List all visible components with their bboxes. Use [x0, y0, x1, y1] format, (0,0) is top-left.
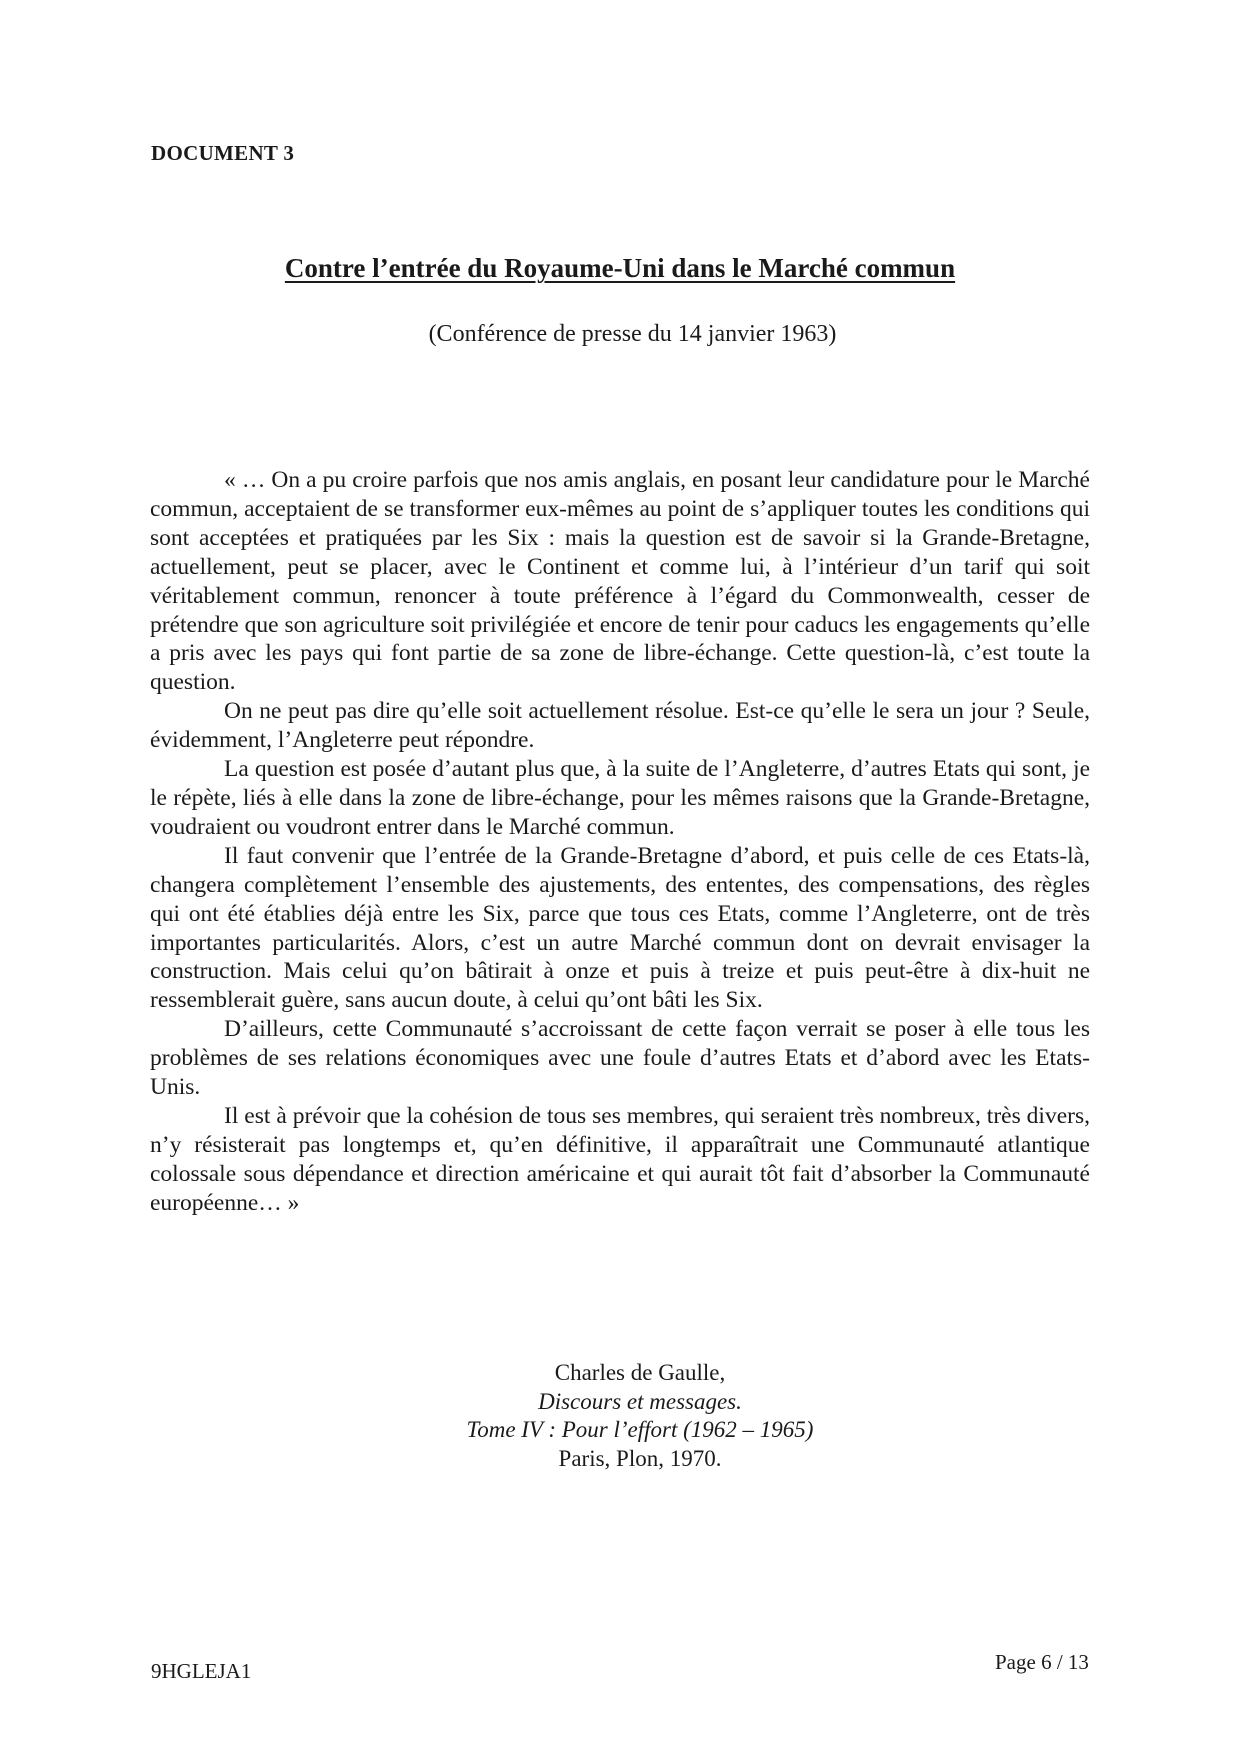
paragraph: La question est posée d’autant plus que, à la suite de l’Angleterre, d’autres Etats qui sont, je le répète, liés à elle dans la zone de libre-échange, pour les mêmes raisons que la Grande-Bretagne, voudraient ou voudront entrer dans le Marché commun. — [150, 756, 1090, 840]
citation-work: Discours et messages. — [538, 1388, 742, 1414]
document-title — [0, 253, 1240, 284]
paragraph: D’ailleurs, cette Communauté s’accroissant de cette façon verrait se poser à elle tous les problèmes de ses relations économiques avec une foule d’autres Etats et d’abord avec les Etats-Unis. — [150, 1016, 1090, 1101]
quote-body — [150, 466, 1090, 1218]
paragraph: On ne peut pas dire qu’elle soit actuellement résolue. Est-ce qu’elle le sera un jour ? Seule, évidemment, l’Angleterre peut répondre. — [150, 698, 1090, 754]
footer-code: 9HGLEJA1 — [151, 1659, 252, 1683]
paragraph: Il est à prévoir que la cohésion de tous ses membres, qui seraient très nombreux, très divers, n’y résisterait pas longtemps et, qu’en définitive, il apparaîtrait une Communauté atlantique colossale sous dépendance et direction américaine et qui aurait tôt fait d’absorber la Communauté européenne… » — [150, 1102, 1090, 1216]
paragraph: « … On a pu croire parfois que nos amis anglais, en posant leur candidature pour le Marché commun, acceptaient de se transformer eux-mêmes au point de s’appliquer toutes les conditions qui sont acceptées et pratiquées par les Six : mais la question est de savoir si la Grande-Bretagne, actuellement, peut se placer, avec le Continent et comme lui, à l’intérieur d’un tarif qui soit véritablement commun, renoncer à toute préférence à l’égard du Commonwealth, cesser de prétendre que son agriculture soit privilégiée et encore de tenir pour caducs les engagements qu’elle a pris avec les pays qui font partie de sa zone de libre-échange. Cette question-là, c’est toute la question. — [150, 467, 1090, 696]
citation-volume: Tome IV : Pour l’effort (1962 – 1965) — [466, 1417, 814, 1442]
page-number: Page 6 / 13 — [995, 1650, 1089, 1674]
document-label: DOCUMENT 3 — [151, 141, 295, 165]
citation-publisher: Paris, Plon, 1970. — [558, 1445, 722, 1471]
citation — [340, 1359, 940, 1473]
citation-author: Charles de Gaulle, — [554, 1360, 726, 1385]
document-title-text: Contre l’entrée du Royaume-Uni dans le Marché commun — [284, 253, 956, 283]
paragraph: Il faut convenir que l’entrée de la Grande-Bretagne d’abord, et puis celle de ces Etats-là, changera complètement l’ensemble des ajustements, des ententes, des compensations, des règles qui ont été établies déjà entre les Six, parce que tous ces Etats, comme l’Angleterre, ont de très importantes particularités. Alors, c’est un autre Marché commun dont on devrait envisager la construction. Mais celui qu’on bâtirait à onze et puis à treize et puis peut-être à dix-huit ne ressemblerait guère, sans aucun doute, à celui qu’ont bâti les Six. — [150, 842, 1090, 1014]
document-subtitle: (Conférence de presse du 14 janvier 1963) — [428, 321, 837, 347]
